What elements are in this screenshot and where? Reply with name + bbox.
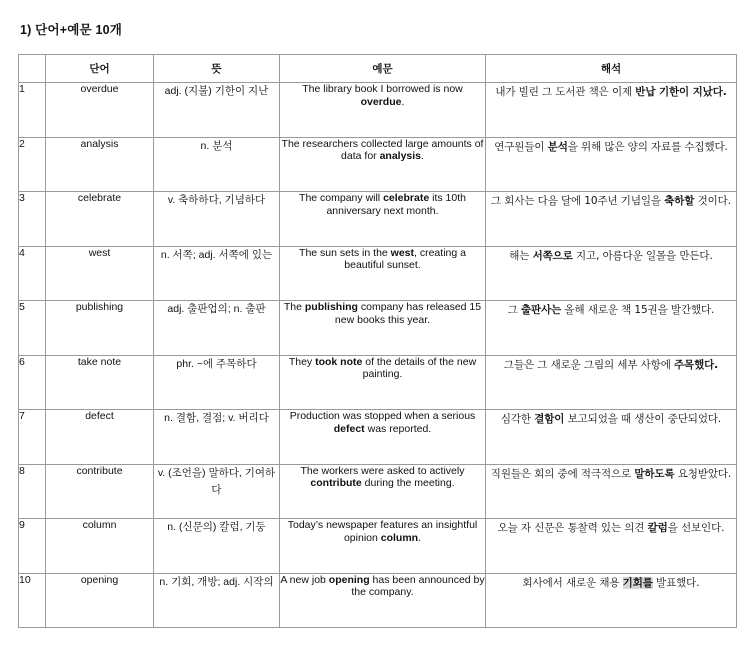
- meaning-cell: n. (신문의) 칼럼, 기둥: [154, 519, 280, 574]
- vocab-table: [18, 54, 737, 628]
- example-cell: [280, 137, 486, 192]
- example-cell-text: The: [283, 301, 305, 313]
- translation-cell-text-end: 요청받았다.: [674, 467, 732, 480]
- table-row: [19, 301, 737, 356]
- example-cell-text-end: .: [401, 95, 405, 108]
- example-cell-text-end: .: [421, 150, 424, 162]
- translation-cell-keyword: 분석: [547, 140, 568, 153]
- translation-cell-text: 그: [507, 304, 521, 316]
- example-cell-text: The workers were asked to actively: [300, 464, 465, 477]
- translation-cell-keyword: 반납 기한이 지났다.: [635, 86, 727, 98]
- row-number: 4: [19, 246, 46, 301]
- example-cell: [280, 83, 486, 138]
- example-cell: [280, 355, 486, 410]
- word-cell: column: [46, 519, 154, 574]
- translation-cell: [486, 464, 737, 519]
- translation-cell-keyword: 말하도록: [634, 467, 675, 480]
- example-cell: [280, 246, 486, 301]
- example-cell-text-end: has been announced by the company.: [351, 573, 485, 598]
- word-cell: opening: [46, 573, 154, 628]
- row-number: 8: [19, 464, 46, 519]
- translation-cell-text: 그들은 그 새로운 그림의 세부 사항에: [503, 358, 674, 371]
- translation-cell-keyword: 축하할: [664, 195, 695, 207]
- word-cell: take note: [46, 355, 154, 410]
- translation-cell-text: 회사에서 새로운 채용: [522, 576, 623, 589]
- example-cell-text: The company will: [299, 192, 384, 204]
- translation-cell-text-end: 보고되었을 때 생산이 중단되었다.: [564, 413, 722, 425]
- meaning-cell: v. (조언을) 말하다, 기여하다: [154, 464, 280, 519]
- meaning-cell: n. 분석: [154, 137, 280, 192]
- example-cell-text-end: of the details of the new painting.: [362, 355, 477, 380]
- header-example: 예문: [280, 55, 486, 83]
- translation-cell: [486, 83, 737, 138]
- meaning-cell: n. 서쪽; adj. 서쪽에 있는: [154, 246, 280, 301]
- table-row: [19, 83, 737, 138]
- example-cell-text-end: .: [418, 531, 422, 544]
- example-cell-text-end: company has released 15 new books this year.: [334, 301, 482, 326]
- row-number: 1: [19, 83, 46, 138]
- translation-cell: [486, 355, 737, 410]
- row-number: 9: [19, 519, 46, 574]
- translation-cell-text-end: 것이다.: [694, 195, 731, 207]
- translation-cell-keyword: 기회를: [622, 576, 653, 589]
- example-cell-keyword: column: [380, 531, 419, 544]
- word-cell: publishing: [46, 301, 154, 356]
- translation-cell: [486, 410, 737, 465]
- translation-cell-keyword: 결함이: [534, 413, 565, 425]
- header-num: [19, 55, 46, 83]
- meaning-cell: v. 축하하다, 기념하다: [154, 192, 280, 247]
- translation-cell: [486, 573, 737, 628]
- word-cell: overdue: [46, 83, 154, 138]
- row-number: 5: [19, 301, 46, 356]
- table-row: [19, 519, 737, 574]
- translation-cell-text-end: 지고, 아름다운 일몰을 만든다.: [572, 249, 713, 262]
- meaning-cell: n. 결함, 결점; v. 버리다: [154, 410, 280, 465]
- example-cell-keyword: celebrate: [383, 192, 430, 204]
- example-cell-keyword: overdue: [360, 95, 402, 108]
- translation-cell-text-end: 을 위해 많은 양의 자료를 수집했다.: [567, 140, 728, 153]
- translation-cell-text: 심각한: [500, 413, 535, 425]
- example-cell-text: A new job: [280, 573, 329, 586]
- table-row: [19, 573, 737, 628]
- example-cell: [280, 464, 486, 519]
- row-number: 3: [19, 192, 46, 247]
- example-cell-keyword: took note: [315, 355, 363, 368]
- translation-cell-text-end: 발표했다.: [652, 576, 700, 589]
- table-row: [19, 410, 737, 465]
- translation-cell-text: 연구원들이: [494, 140, 548, 153]
- table-row: [19, 137, 737, 192]
- vocab-body: [19, 83, 737, 628]
- translation-cell-text: 그 회사는 다음 달에 10주년 기념일을: [491, 195, 665, 207]
- meaning-cell: adj. 출판업의; n. 출판: [154, 301, 280, 356]
- example-cell-keyword: west: [390, 246, 415, 259]
- meaning-cell: adj. (지불) 기한이 지난: [154, 83, 280, 138]
- translation-cell: [486, 301, 737, 356]
- example-cell-text: The sun sets in the: [299, 246, 391, 259]
- example-cell-keyword: contribute: [310, 477, 362, 489]
- translation-cell-text: 내가 빌린 그 도서관 책은 이제: [495, 86, 636, 98]
- translation-cell-text: 해는: [509, 249, 533, 262]
- row-number: 10: [19, 573, 46, 628]
- word-cell: defect: [46, 410, 154, 465]
- example-cell-text-end: during the meeting.: [361, 477, 455, 489]
- table-row: [19, 192, 737, 247]
- example-cell-text: The researchers collected large amounts of data for: [281, 137, 484, 162]
- translation-cell-text: 직원들은 회의 중에 적극적으로: [490, 467, 635, 480]
- word-cell: celebrate: [46, 192, 154, 247]
- example-cell-text: The library book I borrowed is now: [302, 83, 463, 95]
- example-cell: [280, 192, 486, 247]
- meaning-cell: phr. ~에 주목하다: [154, 355, 280, 410]
- translation-cell-keyword: 서쪽으로: [532, 249, 573, 262]
- example-cell: [280, 519, 486, 574]
- table-row: [19, 355, 737, 410]
- example-cell: [280, 410, 486, 465]
- row-number: 2: [19, 137, 46, 192]
- example-cell-text: They: [288, 355, 316, 368]
- example-cell-text-end: , creating a beautiful sunset.: [344, 246, 466, 271]
- word-cell: analysis: [46, 137, 154, 192]
- row-number: 6: [19, 355, 46, 410]
- example-cell-text: Today’s newspaper features an insightful opinion: [287, 519, 478, 544]
- example-cell-keyword: opening: [328, 573, 370, 586]
- translation-cell-keyword: 주목했다.: [674, 358, 719, 371]
- translation-cell: [486, 519, 737, 574]
- meaning-cell: n. 기회, 개방; adj. 시작의: [154, 573, 280, 628]
- example-cell: [280, 301, 486, 356]
- word-cell: west: [46, 246, 154, 301]
- translation-cell-text: 오늘 자 신문은 통찰력 있는 의견: [497, 522, 648, 534]
- header-word: 단어: [46, 55, 154, 83]
- translation-cell: [486, 137, 737, 192]
- translation-cell-keyword: 출판사는: [521, 304, 562, 316]
- word-cell: contribute: [46, 464, 154, 519]
- translation-cell-text-end: 올해 새로운 책 15권을 발간했다.: [561, 304, 715, 316]
- example-cell-keyword: publishing: [304, 301, 358, 313]
- table-row: [19, 464, 737, 519]
- example-cell-keyword: analysis: [379, 150, 422, 162]
- header-translation: 해석: [486, 55, 737, 83]
- translation-cell-keyword: 칼럼: [647, 522, 668, 534]
- example-cell-text-end: was reported.: [364, 422, 432, 435]
- table-row: [19, 246, 737, 301]
- example-cell-keyword: defect: [333, 422, 365, 435]
- row-number: 7: [19, 410, 46, 465]
- example-cell-text-end: its 10th anniversary next month.: [326, 192, 466, 217]
- header-meaning: 뜻: [154, 55, 280, 83]
- example-cell-text: Production was stopped when a serious: [289, 410, 476, 422]
- example-cell: [280, 573, 486, 628]
- header-row: [19, 55, 737, 83]
- translation-cell-text-end: 을 선보인다.: [667, 522, 725, 534]
- page-title: 1) 단어+예문 10개: [20, 23, 123, 37]
- translation-cell: [486, 246, 737, 301]
- translation-cell: [486, 192, 737, 247]
